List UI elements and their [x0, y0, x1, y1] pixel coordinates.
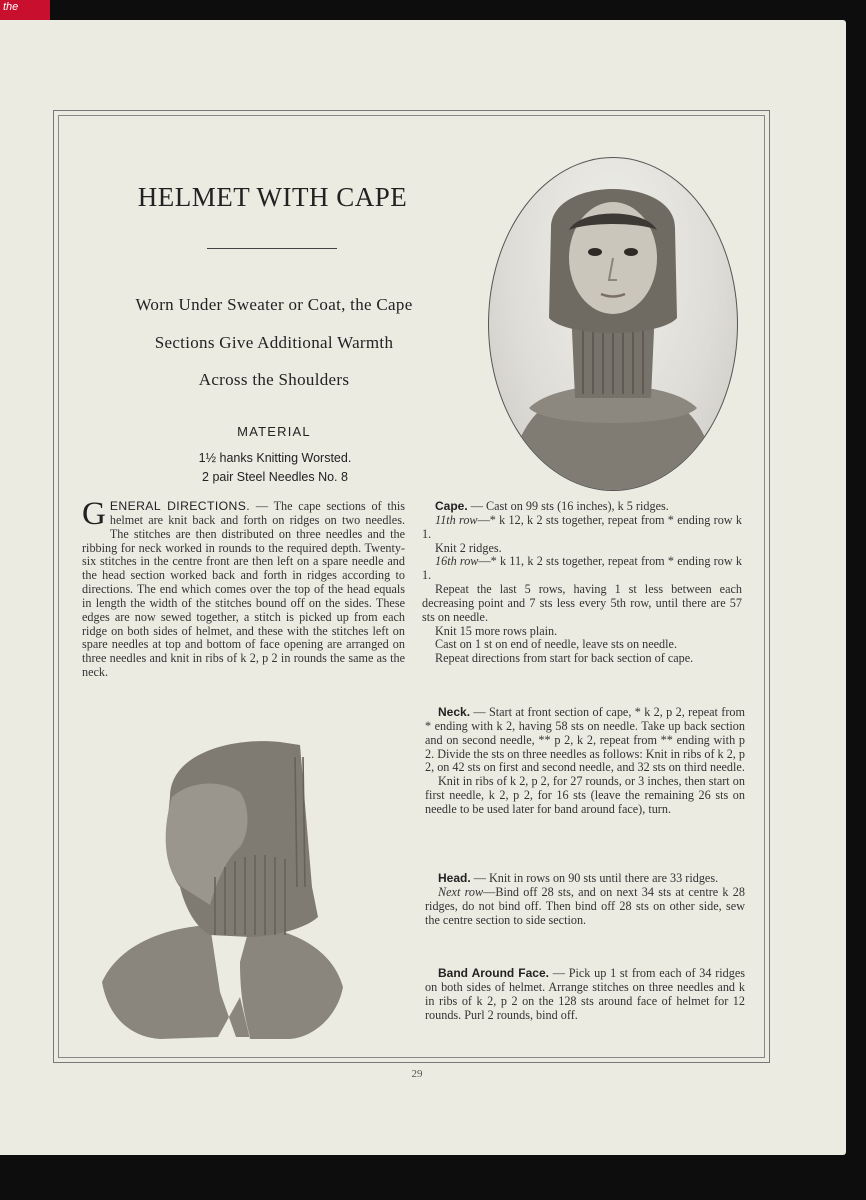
- neck-heading: Neck.: [438, 705, 471, 719]
- material-heading: MATERIAL: [237, 424, 311, 439]
- row-label: Next row: [438, 884, 484, 899]
- subtitle-line: Across the Shoulders: [198, 370, 350, 389]
- cape-text: Repeat directions from start for back section of cape.: [435, 651, 694, 666]
- page-number: 29: [411, 1068, 423, 1080]
- cape-text: — Cast on 99 sts (16 inches), k 5 ridges.: [467, 499, 669, 513]
- band-heading: Band Around Face.: [438, 966, 549, 980]
- helmet-illustration-art: [100, 737, 345, 1042]
- cape-text: Cast on 1 st on end of needle, leave sts on needle.: [435, 637, 677, 652]
- helmet-illustration: [100, 737, 345, 1042]
- row-label: 11th row: [435, 512, 478, 527]
- cape-text: Repeat the last 5 rows, having 1 st less between each decreasing point and 7 sts less every 5th row, until there are 57 sts on needle.: [422, 582, 742, 624]
- material-yarn: 1½ hanks Knitting Worsted.: [198, 451, 352, 465]
- cape-text: —* k 11, k 2 sts together, repeat from * ending row k 1.: [422, 554, 742, 583]
- general-directions: [82, 496, 405, 680]
- subtitle-line: Sections Give Additional Warmth: [154, 332, 394, 352]
- cape-section: [422, 500, 742, 666]
- cape-text: Knit 15 more rows plain.: [435, 623, 558, 638]
- band-text: — Pick up 1 st from each of 34 ridges on both sides of helmet. Arrange stitches on three needles and k in ribs of k 2, p 2 on the 128 sts around face of helmet for 12 rounds. Purl 2 rounds, bind off.: [425, 966, 745, 1022]
- row-label: 16th row: [435, 554, 479, 569]
- head-section: [425, 872, 745, 927]
- neck-section: [425, 706, 745, 817]
- model-photo-art: [489, 158, 737, 490]
- model-photo: [488, 157, 738, 491]
- head-text: — Knit in rows on 90 sts until there are 33 ridges.: [470, 871, 719, 885]
- title-divider: [207, 248, 337, 249]
- head-heading: Head.: [438, 871, 471, 885]
- general-directions-text: — The cape sections of this helmet are knit back and forth on ridges on two needles. The stitches are then distributed on three needles and the ribbing for neck worked in rounds to the required depth. Twenty-six stitches in the centre front are then left on a spare needle and the head section worked back and forth in ridges according to directions. The end which comes over the top of the head equals in length the width of the stitches bound off on the sides. These edges are now sewed together, a stitch is picked up from each ridge on both sides of helmet, and these with the stitches left on spare needles at top and bottom of face opening are arranged on three needles and knit in ribs of k 2, p 2 in rounds the same as the neck.: [82, 499, 405, 680]
- neck-text: Knit in ribs of k 2, p 2, for 27 rounds, or 3 inches, then start on first needle, k 2, p 2, for 16 sts (leave the remaining 26 sts on needle to be used later for band around face), turn.: [425, 774, 745, 816]
- cape-text: Knit 2 ridges.: [435, 540, 502, 555]
- band-section: [425, 967, 745, 1022]
- general-directions-heading: ENERAL DIRECTIONS.: [109, 499, 251, 513]
- subtitle-block: [90, 286, 458, 399]
- head-text: —Bind off 28 sts, and on next 34 sts at centre k 28 ridges, do not bind off. Then bind off 28 sts on other side, sew the centre section to side section.: [425, 884, 745, 927]
- neck-text: — Start at front section of cape, * k 2, p 2, repeat from * ending with k 2, having 58 sts on needle. Take up back section and on second needle, ** p 2, k 2, repeat from ** ending with p 2. Divide the sts on three needles as follows: Knit in ribs of k 2, p 2, on 42 sts on first and second needle, and 32 sts on third needle.: [425, 705, 745, 775]
- subtitle-line: Worn Under Sweater or Coat, the Cape: [135, 295, 413, 314]
- logo-text-the: the: [3, 1, 19, 13]
- material-needles: 2 pair Steel Needles No. 8: [202, 470, 348, 484]
- page-title: HELMET WITH CAPE: [137, 182, 408, 212]
- cape-text: —* k 12, k 2 sts together, repeat from * ending row k 1.: [422, 512, 742, 541]
- cape-heading: Cape.: [435, 499, 468, 513]
- dropcap: G: [82, 496, 106, 532]
